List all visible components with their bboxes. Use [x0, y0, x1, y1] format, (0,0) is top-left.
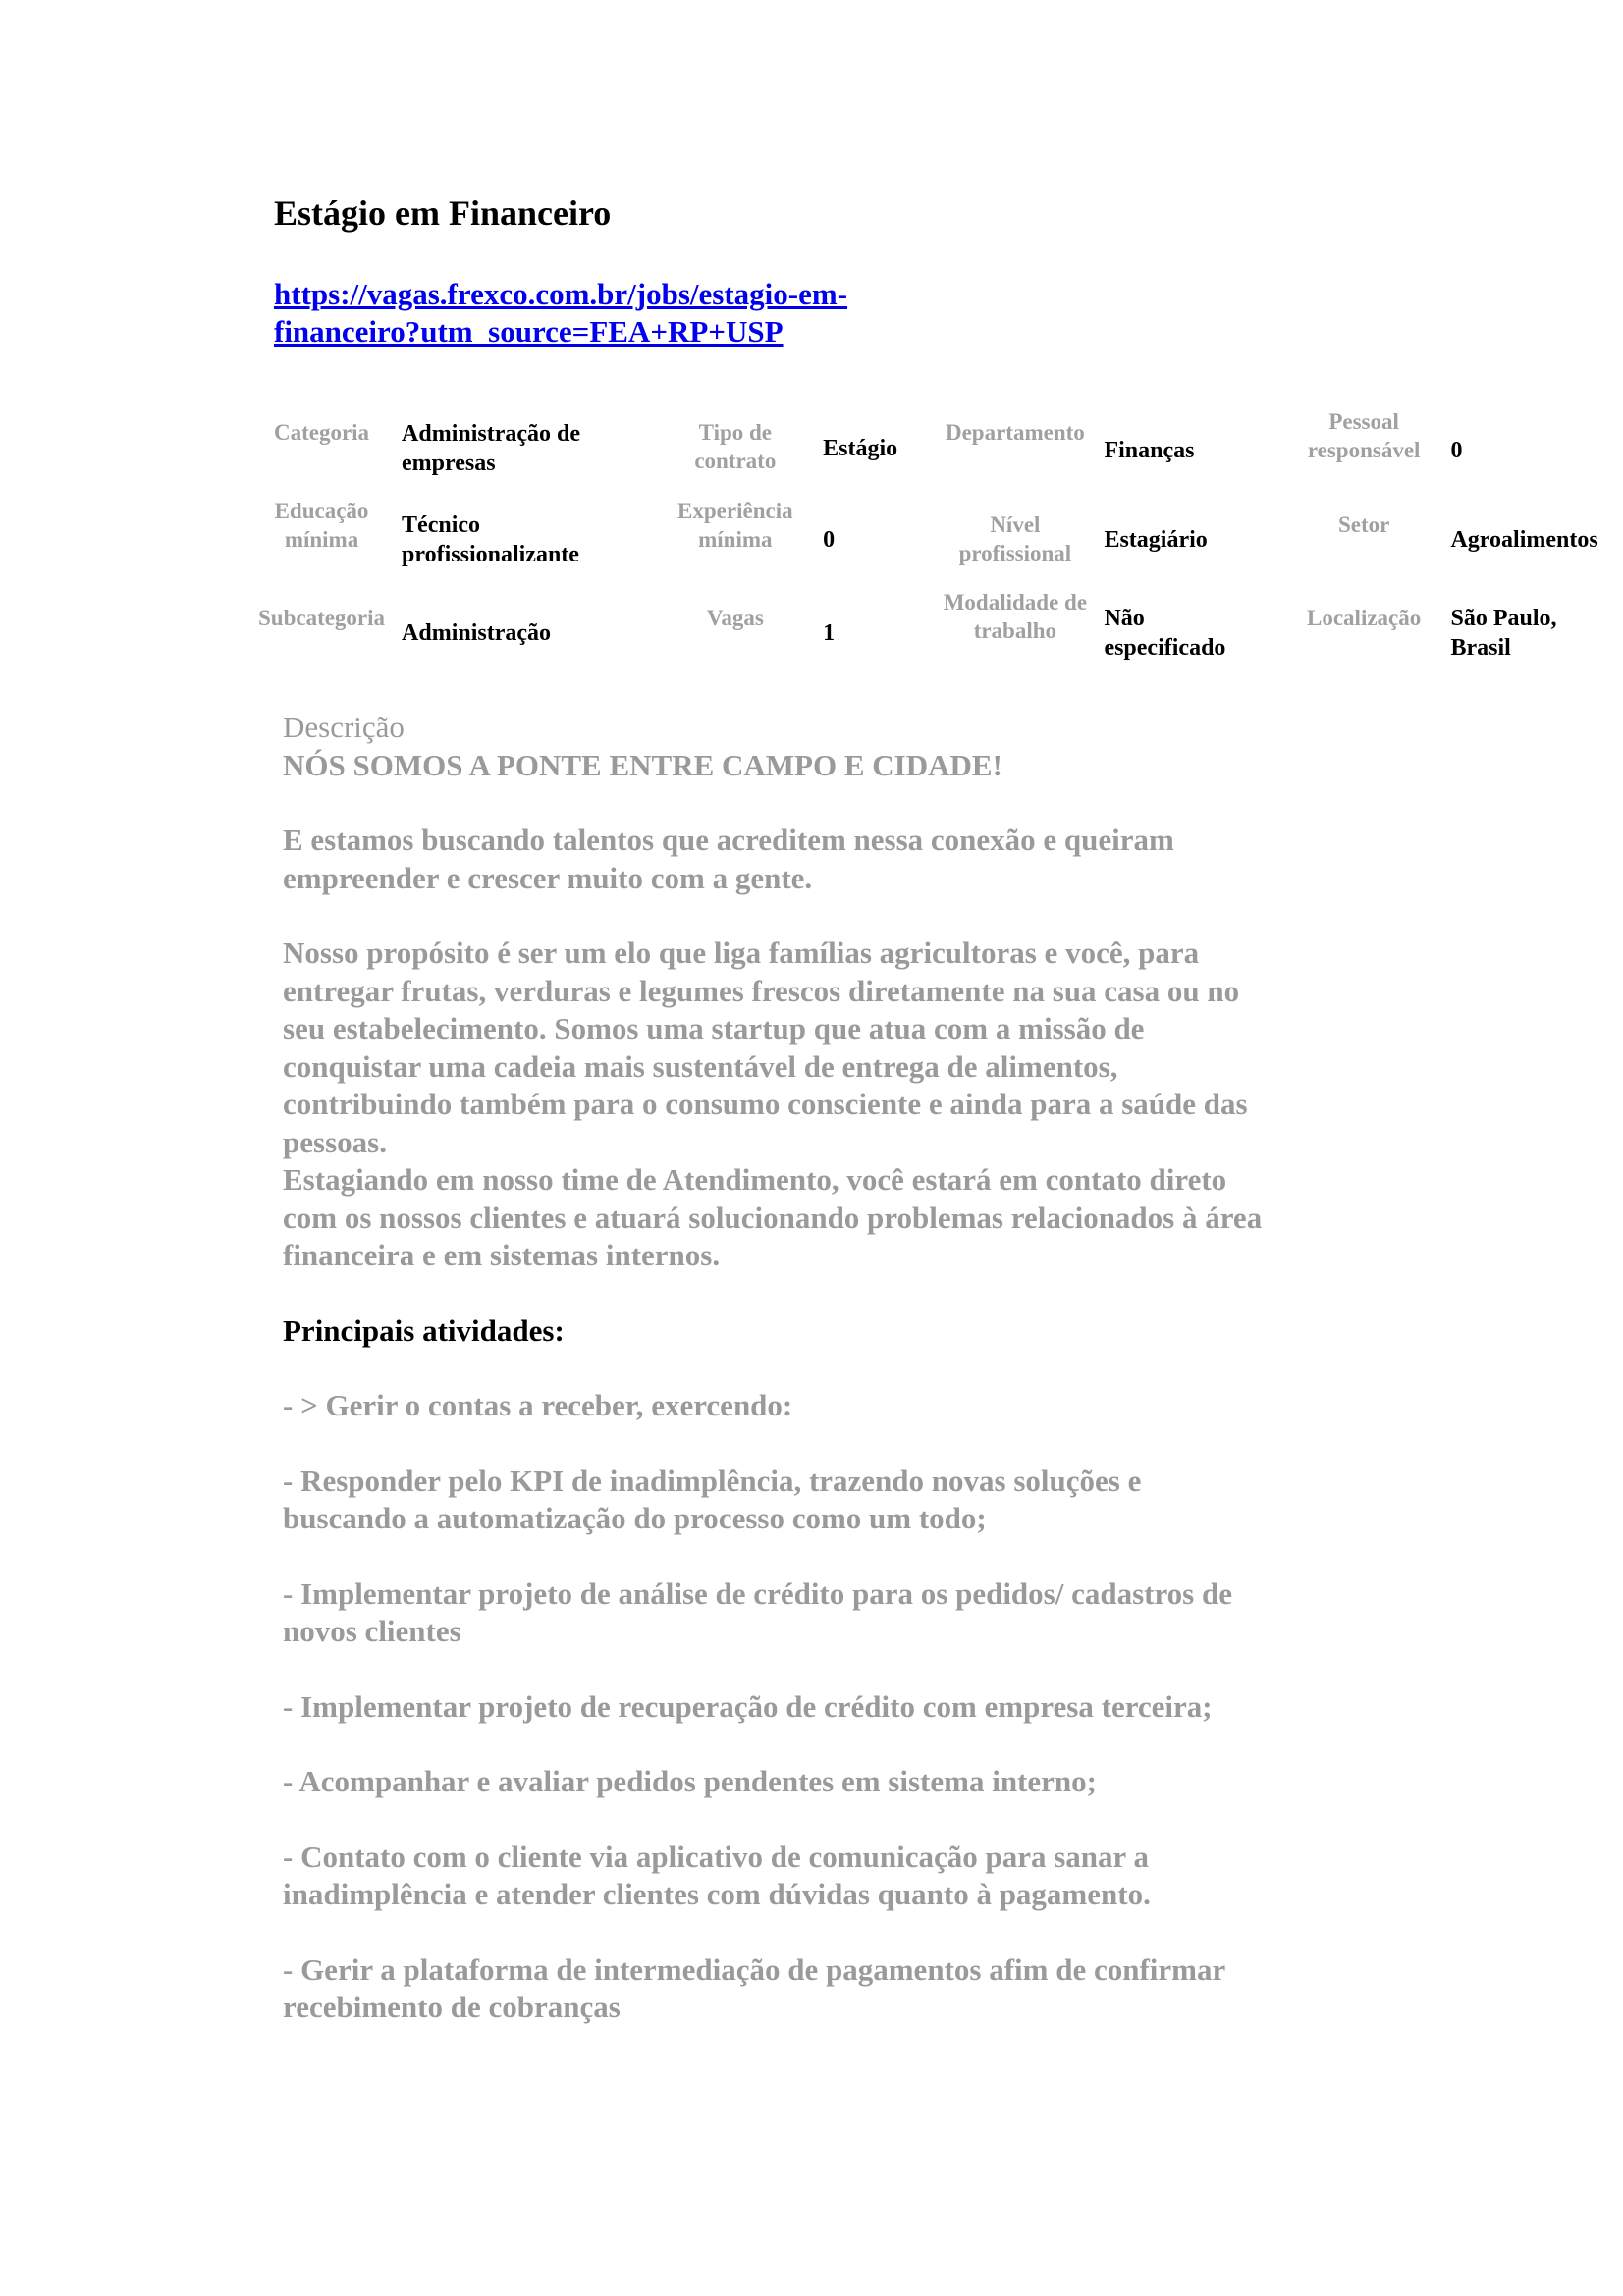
label-setor: Setor — [1337, 512, 1390, 537]
value-localizacao — [1446, 586, 1623, 679]
value-nivel-profissional: Estagiário — [1104, 527, 1208, 553]
value-experiencia: 0 — [823, 527, 836, 553]
label-pessoal-responsavel — [1281, 400, 1447, 493]
label-pessoal-line-2: responsável — [1307, 438, 1421, 462]
activity-7-line-1: - Gerir a plataforma de intermediação de pagamentos afim de confirmar — [283, 1951, 1226, 1987]
value-localizacao-line-2: Brasil — [1450, 635, 1511, 661]
value-vagas: 1 — [823, 620, 836, 646]
activity-1: - > Gerir o contas a receber, exercendo: — [283, 1388, 793, 1422]
purpose-line-8: com os nossos clientes e atuará solucionando problemas relacionados à área — [283, 1200, 1263, 1235]
activities-heading: Principais atividades: — [283, 1312, 565, 1348]
label-educacao — [245, 493, 398, 586]
activity-5: - Acompanhar e avaliar pedidos pendentes em sistema interno; — [283, 1764, 1097, 1798]
label-categoria: Categoria — [273, 420, 370, 445]
value-categoria — [398, 400, 652, 493]
purpose-line-1: Nosso propósito é ser um elo que liga famílias agricultoras e você, para — [283, 935, 1200, 970]
purpose-line-9: financeira e em sistemas internos. — [283, 1238, 721, 1272]
label-experiencia-line-1: Experiência — [677, 499, 793, 523]
value-educacao-line-2: profissionalizante — [402, 542, 579, 567]
description-section — [283, 709, 1363, 2027]
activity-2-line-2: buscando a automatização do processo como um todo; — [283, 1501, 987, 1535]
label-modalidade — [930, 586, 1100, 679]
label-educacao-line-1: Educação — [274, 499, 369, 523]
purpose-line-5: contribuindo também para o consumo consciente e ainda para a saúde das — [283, 1087, 1248, 1121]
label-modalidade-line-1: Modalidade de — [943, 590, 1088, 614]
label-experiencia-line-2: mínima — [698, 527, 773, 552]
value-modalidade-line-2: especificado — [1104, 635, 1226, 661]
purpose-line-6: pessoas. — [283, 1124, 387, 1159]
value-tipo-contrato: Estágio — [823, 436, 898, 461]
label-subcategoria: Subcategoria — [257, 606, 386, 630]
value-educacao — [398, 493, 652, 586]
value-categoria-line-1: Administração de — [402, 421, 581, 447]
purpose-line-3: seu estabelecimento. Somos uma startup que atua com a missão de — [283, 1011, 1145, 1045]
description-label: Descrição — [283, 710, 405, 744]
intro-line-1: E estamos buscando talentos que acreditem nessa conexão e queiram — [283, 823, 1174, 857]
activity-4: - Implementar projeto de recuperação de crédito com empresa terceira; — [283, 1688, 1213, 1724]
job-link[interactable] — [274, 276, 847, 350]
page-title: Estágio em Financeiro — [274, 193, 612, 233]
label-modalidade-line-2: trabalho — [973, 618, 1057, 643]
purpose-line-2: entregar frutas, verduras e legumes frescos diretamente na sua casa ou no — [283, 973, 1240, 1008]
label-localizacao: Localização — [1307, 606, 1422, 630]
label-vagas: Vagas — [706, 606, 764, 630]
value-modalidade-line-1: Não — [1104, 606, 1145, 631]
activity-6-line-1: - Contato com o cliente via aplicativo de comunicação para sanar a — [283, 1839, 1149, 1874]
activity-6-line-2: inadimplência e atender clientes com dúvidas quanto à pagamento. — [283, 1877, 1151, 1911]
purpose-line-7: Estagiando em nosso time de Atendimento, você estará em contato direto — [283, 1162, 1227, 1197]
value-pessoal-responsavel: 0 — [1450, 438, 1463, 463]
value-subcategoria: Administração — [402, 620, 552, 646]
label-experiencia — [652, 493, 820, 586]
activity-7-line-2: recebimento de cobranças — [283, 1990, 621, 2024]
activity-3-line-1: - Implementar projeto de análise de crédito para os pedidos/ cadastros de — [283, 1575, 1232, 1611]
intro-line-2: empreender e crescer muito com a gente. — [283, 860, 813, 895]
value-categoria-line-2: empresas — [402, 451, 496, 476]
value-educacao-line-1: Técnico — [402, 512, 481, 538]
activity-3-line-2: novos clientes — [283, 1614, 461, 1648]
purpose-line-4: conquistar uma cadeia mais sustentável de entrega de alimentos, — [283, 1048, 1118, 1084]
value-departamento: Finanças — [1104, 438, 1195, 463]
job-details-table — [245, 400, 1623, 679]
value-setor: Agroalimentos — [1450, 527, 1598, 553]
label-nivel-profissional: Nível profissional — [958, 512, 1072, 565]
label-pessoal-line-1: Pessoal — [1328, 409, 1399, 434]
label-departamento: Departamento — [945, 420, 1085, 445]
activity-2-line-1: - Responder pelo KPI de inadimplência, trazendo novas soluções e — [283, 1463, 1142, 1498]
label-educacao-line-2: mínima — [284, 527, 359, 552]
value-modalidade — [1100, 586, 1280, 679]
job-link-line-1[interactable]: https://vagas.frexco.com.br/jobs/estagio-em- — [274, 277, 848, 311]
description-heading: NÓS SOMOS A PONTE ENTRE CAMPO E CIDADE! — [283, 747, 1002, 782]
value-localizacao-line-1: São Paulo, — [1450, 606, 1557, 631]
label-tipo-contrato: Tipo de contrato — [694, 420, 777, 473]
job-link-line-2[interactable]: financeiro?utm_source=FEA+RP+USP — [274, 314, 784, 348]
